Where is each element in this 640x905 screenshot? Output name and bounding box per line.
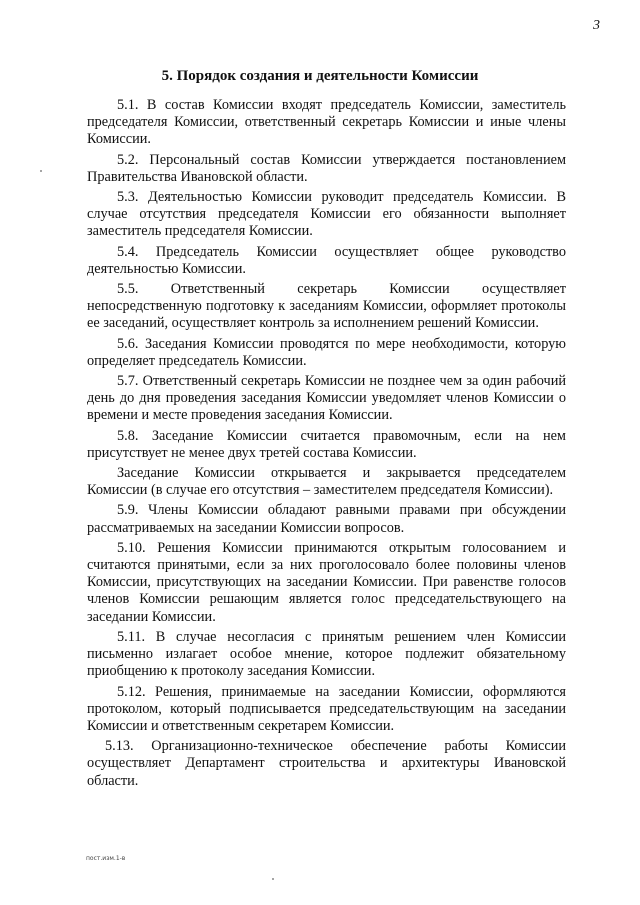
- scan-speck: [272, 878, 274, 880]
- footer-document-code: пост.изм.1-в: [86, 855, 126, 862]
- paragraph-5-6: 5.6. Заседания Комиссии проводятся по мере необходимости, которую определяет председатель Комиссии.: [87, 335, 566, 369]
- paragraph-5-12: 5.12. Решения, принимаемые на заседании Комиссии, оформляются протоколом, который подписывается председательствующим на заседании Комиссии и ответственным секретарем Комиссии.: [87, 683, 566, 734]
- paragraph-5-1: 5.1. В состав Комиссии входят председатель Комиссии, заместитель председателя Комиссии, ответственный секретарь Комиссии и иные члены Комиссии.: [87, 97, 566, 148]
- paragraph-5-10: 5.10. Решения Комиссии принимаются открытым голосованием и считаются принятыми, если за них проголосовало более половины членов Комиссии, присутствующих на заседании Комиссии. При равенстве голосов членов Комиссии решающим является голос председательствующего на заседании Комиссии.: [87, 539, 566, 625]
- document-body: [87, 97, 566, 793]
- scan-speck: [40, 170, 42, 172]
- section-heading: 5. Порядок создания и деятельности Комиссии: [161, 68, 479, 84]
- paragraph-5-3: 5.3. Деятельностью Комиссии руководит председатель Комиссии. В случае отсутствия председателя Комиссии его обязанности выполняет заместитель председателя Комиссии.: [87, 189, 566, 240]
- paragraph-5-8: 5.8. Заседание Комиссии считается правомочным, если на нем присутствует не менее двух третей состава Комиссии.: [87, 427, 566, 461]
- paragraph-5-11: 5.11. В случае несогласия с принятым решением член Комиссии письменно излагает особое мнение, которое подлежит обязательному приобщению к протоколу заседания Комиссии.: [87, 628, 566, 680]
- paragraph-5-8-continued: Заседание Комиссии открывается и закрывается председателем Комиссии (в случае его отсутствия – заместителем председателя Комиссии).: [87, 465, 566, 499]
- paragraph-5-7: 5.7. Ответственный секретарь Комиссии не позднее чем за один рабочий день до дня проведения заседания Комиссии уведомляет членов Комиссии о времени и месте проведения заседания Комиссии.: [87, 373, 566, 424]
- paragraph-5-9: 5.9. Члены Комиссии обладают равными правами при обсуждении рассматриваемых на заседании Комиссии вопросов.: [87, 502, 566, 536]
- page-number: 3: [593, 18, 600, 33]
- paragraph-5-13: 5.13. Организационно-техническое обеспечение работы Комиссии осуществляет Департамент строительства и архитектуры Ивановской области.: [87, 738, 566, 789]
- paragraph-5-5: 5.5. Ответственный секретарь Комиссии осуществляет непосредственную подготовку к заседаниям Комиссии, оформляет протоколы ее заседаний, осуществляет контроль за исполнением решений Комиссии.: [87, 281, 566, 332]
- paragraph-5-2: 5.2. Персональный состав Комиссии утверждается постановлением Правительства Ивановской области.: [87, 151, 566, 185]
- paragraph-5-4: 5.4. Председатель Комиссии осуществляет общее руководство деятельностью Комиссии.: [87, 243, 566, 277]
